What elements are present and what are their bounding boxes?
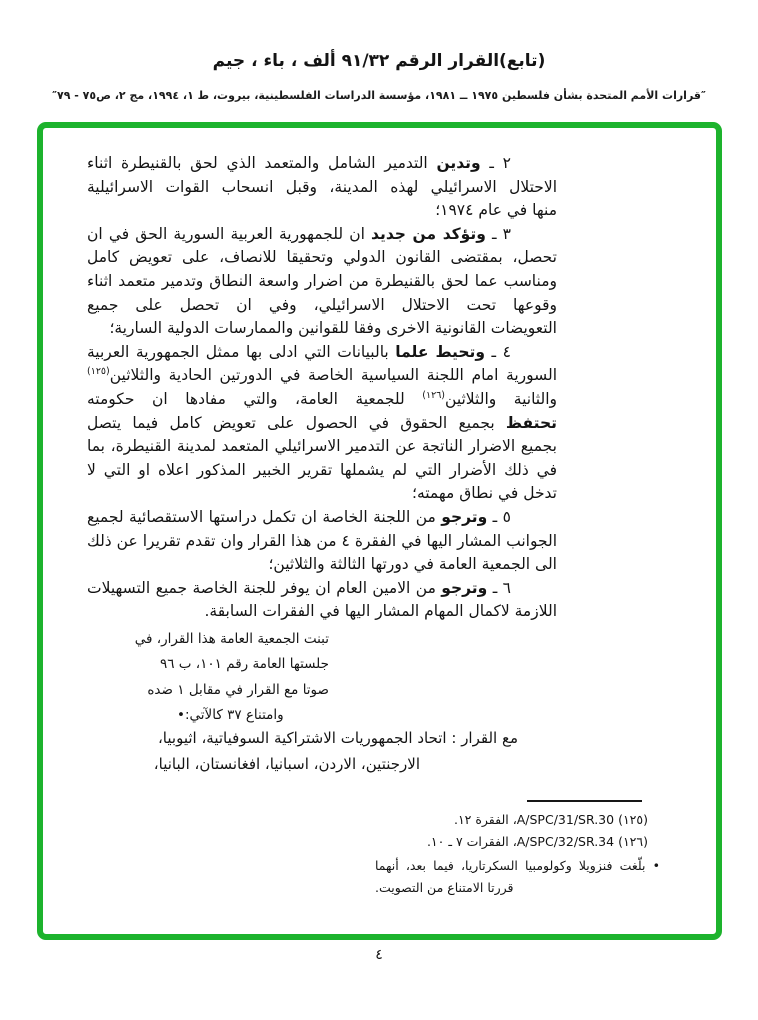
vote-result: [90, 725, 518, 777]
footnote-bullet-note: • بلّغت فنزويلا وكولومبيا السكرتاريا، فيما بعد، أنهما قررتا الامتناع من التصويت.: [375, 858, 660, 895]
body-line: وقوعها تحت الاحتلال الاسرائيلي، وفي ان تحصل على جميع: [87, 295, 557, 314]
body-line: تدخل في نطاق مهمته؛: [412, 484, 557, 503]
vote-line: مع القرار : اتحاد الجمهوريات الاشتراكية السوفياتية، اثيوبيا،: [157, 729, 518, 747]
adoption-line: وامتناع ٣٧ كالآتي:•: [177, 707, 284, 724]
body-line: ٢ ـ وتدين التدمير الشامل والمتعمد الذي لحق بالقنيطرة اثناء: [87, 154, 511, 172]
body-line: ٥ ـ وترجو من اللجنة الخاصة ان تكمل دراستها الاستقصائية لجميع: [87, 507, 511, 526]
adoption-line: جلستها العامة رقم ١٠١، ب ٩٦: [160, 656, 329, 673]
body-line: تحصل، بمقتضى القانون الدولي وتحقيقا للانصاف، على تعويض كامل: [87, 248, 557, 267]
footnote-item: (١٢٥) A/SPC/31/SR.30، الفقرة ١٢.: [453, 812, 648, 827]
body-line: الجوانب المشار اليها في الفقرة ٤ من هذا القرار وان تقدم تقريرا عن ذلك: [87, 531, 557, 550]
adoption-line: صوتا مع القرار في مقابل ١ ضده: [147, 681, 329, 698]
body-line: الاحتلال الاسرائيلي لهذه المدينة، وقبل انسحاب القوات الاسرائيلية: [87, 177, 557, 196]
document-title: (تابع)القرار الرقم ٩١/٣٢ ألف ، باء ، جيم: [212, 51, 546, 71]
body-line: تحتفظ بجميع الحقوق في الحصول على تعويض كامل فيما يتصل: [87, 413, 557, 432]
body-line: التعويضات القانونية الاخرى وفقا للقوانين والممارسات الدولية السارية؛: [109, 319, 557, 338]
footnote-list: [375, 809, 660, 853]
adoption-line: تبنت الجمعية العامة هذا القرار، في: [134, 631, 329, 647]
vote-line: الارجنتين، الاردن، اسبانيا، افغانستان، البانيا،: [153, 755, 420, 773]
body-line: ومناسب عما لحق بالقنيطرة من اضرار واسعة النطاق وتدمير متعمد اثناء: [87, 271, 557, 290]
footnote-separator: [527, 800, 642, 802]
footnote-item: (١٢٦) A/SPC/32/SR.34، الفقرات ٧ ـ ١٠.: [426, 834, 648, 849]
body-line: الى الجمعية العامة في دورتها الثالثة والثلاثين؛: [268, 555, 557, 574]
body-line: ٤ ـ وتحيط علما بالبيانات التي ادلى بها ممثل الجمهورية العربية: [87, 342, 511, 361]
content-frame: [37, 122, 722, 940]
footnotes-block: [375, 800, 660, 899]
body-line: السورية امام اللجنة السياسية الخاصة في الدورتين الحادية والثلاثين$^{(١٢٥)}$: [87, 366, 557, 385]
resolution-body: [87, 152, 557, 624]
body-line: في ذلك الأضرار التي لم يشملها تقرير الخبير المذكور اعلاه او التي لا: [87, 460, 557, 479]
body-line: ٦ ـ وترجو من الامين العام ان يوفر للجنة الخاصة جميع التسهيلات: [87, 578, 511, 597]
adoption-note: [134, 627, 329, 729]
body-line: اللازمة لاكمال المهام المشار اليها في الفقرات السابقة.: [204, 602, 557, 621]
body-line: بجميع الاضرار الناتجة عن التدمير الاسرائيلي المتعمد لمدينة القنيطرة، بما: [87, 437, 557, 456]
source-citation: ″قرارات الأمم المتحدة بشأن فلسطين ١٩٧٥ ــ ١٩٨١، مؤسسة الدراسات الفلسطينية، بيروت، ط ١، ١٩٩٤، مج ٢، ص٧٥ - ٧٩″: [52, 89, 706, 102]
body-line: والثانية والثلاثين$^{(١٢٦)}$ للجمعية العامة، والتي مفادها ان حكومته: [87, 389, 557, 408]
body-line: ٣ ـ وتؤكد من جديد ان للجمهورية العربية السورية الحق في ان: [87, 224, 511, 243]
page-number: ٤: [375, 947, 383, 963]
body-line: منها في عام ١٩٧٤؛: [435, 201, 557, 220]
